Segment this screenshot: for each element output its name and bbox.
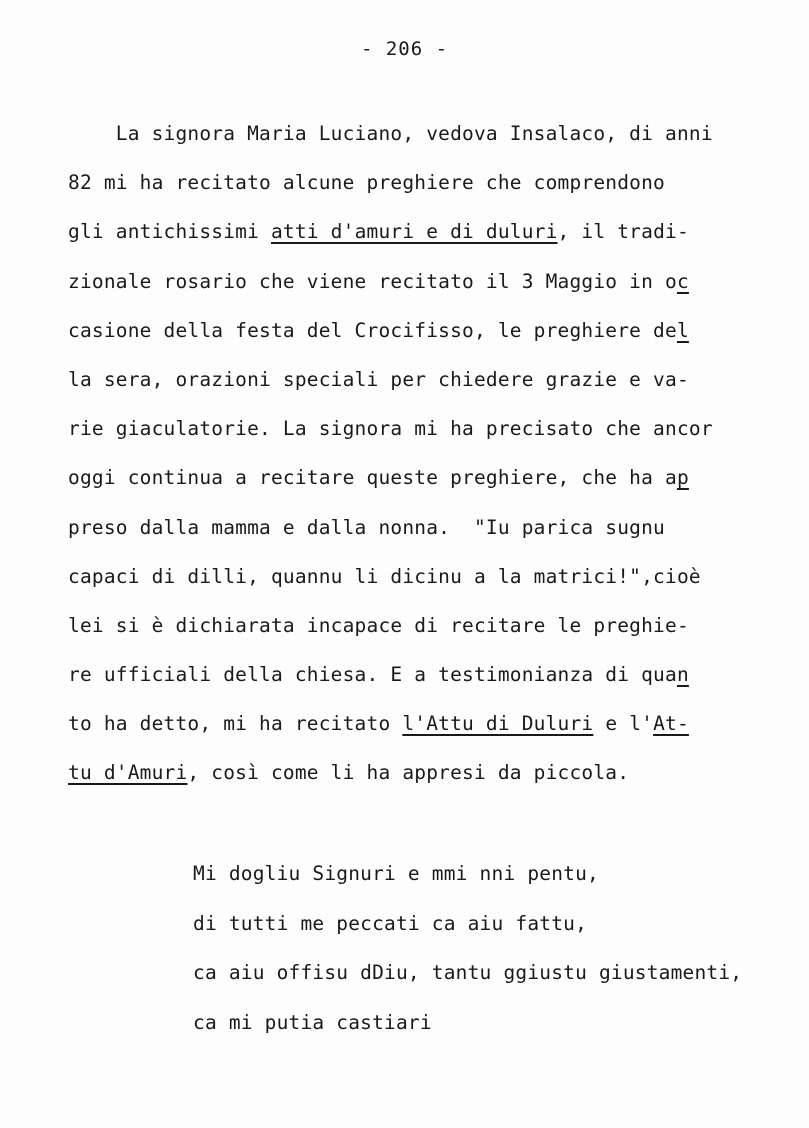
underlined-text: l'Attu di Duluri: [402, 712, 594, 736]
text-segment: , il tradi-: [557, 220, 689, 244]
text-segment: preso dalla mamma e dalla nonna. "Iu parica sugnu: [68, 515, 665, 539]
text-segment: gli antichissimi: [68, 220, 271, 244]
text-line: [68, 510, 768, 559]
text-line: [68, 165, 768, 214]
text-segment: e l': [593, 712, 654, 736]
verse-line: di tutti me peccati ca aiu fattu,: [193, 911, 588, 935]
verse-line: ca mi putia castiari: [193, 1010, 432, 1034]
text-line: [68, 411, 768, 460]
text-line: [68, 706, 768, 755]
text-line: [68, 313, 768, 362]
page-number: - 206 -: [360, 38, 449, 60]
text-segment: La signora Maria Luciano, vedova Insalaco, di anni: [68, 122, 713, 145]
text-line: [68, 460, 768, 509]
text-segment: rie giaculatorie. La signora mi ha precisato che ancor: [68, 417, 713, 441]
text-line: [68, 116, 768, 165]
underlined-text: l: [676, 318, 689, 342]
text-line: [68, 559, 768, 608]
text-line: [68, 264, 768, 313]
verse-line: Mi dogliu Signuri e mmi nni pentu,: [193, 862, 599, 885]
text-segment: to ha detto, mi ha recitato: [68, 712, 403, 736]
text-segment: zionale rosario che viene recitato il 3 Maggio in o: [68, 269, 677, 293]
underlined-text: c: [676, 269, 689, 293]
text-segment: 82 mi ha recitato alcune preghiere che comprendono: [68, 171, 665, 195]
verse-line: ca aiu offisu dDiu, tantu ggiustu giustamenti,: [193, 961, 743, 984]
underlined-text: n: [676, 663, 689, 687]
text-segment: re ufficiali della chiesa. E a testimonianza di qua: [68, 663, 677, 687]
underlined-text: p: [676, 466, 689, 490]
text-segment: , così come li ha appresi da piccola.: [187, 761, 630, 785]
underlined-text: tu d'Amuri: [68, 761, 188, 785]
text-segment: capaci di dilli, quannu li dicinu a la matrici!",cioè: [68, 564, 701, 588]
text-segment: lei si è dichiarata incapace di recitare le preghie-: [68, 613, 689, 637]
body-paragraph: [68, 116, 768, 805]
underlined-text: At-: [653, 712, 689, 736]
text-line: [68, 362, 768, 411]
text-line: [68, 657, 768, 706]
text-segment: la sera, orazioni speciali per chiedere grazie e va-: [68, 367, 689, 391]
prayer-verse: [193, 856, 793, 1054]
text-line: [68, 608, 768, 657]
text-segment: casione della festa del Crocifisso, le preghiere de: [68, 318, 677, 342]
underlined-text: atti d'amuri e di duluri: [270, 220, 558, 244]
text-line: [68, 755, 768, 804]
text-line: [68, 214, 768, 263]
text-segment: oggi continua a recitare queste preghiere, che ha a: [68, 466, 677, 490]
